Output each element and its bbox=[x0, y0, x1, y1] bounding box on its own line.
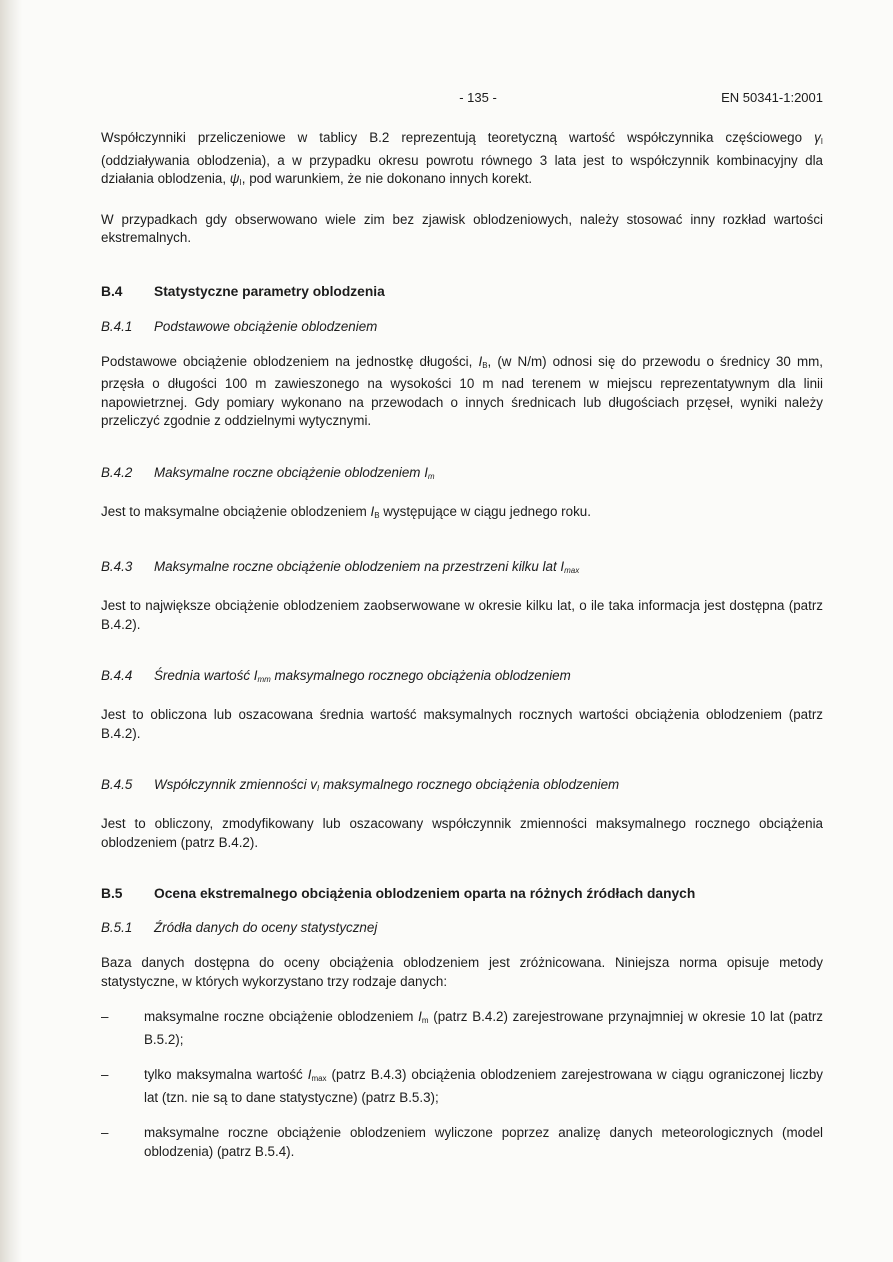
paragraph-b4-2: Jest to maksymalne obciążenie oblodzeniem $I_B$ występujące w ciągu jednego roku. bbox=[101, 503, 591, 520]
document-id: EN 50341-1:2001 bbox=[721, 90, 823, 105]
section-heading-b4: B.4 Statystyczne parametry oblodzenia bbox=[101, 283, 385, 299]
paragraph-b4-3: Jest to największe obciążenie oblodzeniem zaobserwowane w okresie kilku lat, o ile taka informacja jest dostępna (patrz B.4.2). bbox=[101, 598, 823, 632]
subsection-heading-b4-1: B.4.1 Podstawowe obciążenie oblodzeniem bbox=[101, 318, 378, 334]
subsection-heading-b4-2: B.4.2 Maksymalne roczne obciążenie oblodzeniem $I_m$ bbox=[101, 464, 435, 481]
list-dash: – bbox=[101, 1067, 109, 1082]
section-heading-b5: B.5 Ocena ekstremalnego obciążenia oblodzeniem oparta na różnych źródłach danych bbox=[101, 886, 696, 901]
list-item: – maksymalne roczne obciążenie oblodzeniem $I_m$ (patrz B.4.2) zarejestrowane przynajmniej w okresie 10 lat (patrz B.5.2); bbox=[101, 1008, 823, 1049]
paragraph-b4-5: Jest to obliczony, zmodyfikowany lub oszacowany współczynnik zmienności maksymalnego rocznego obciążenia oblodzeniem (patrz B.4.2). bbox=[101, 816, 823, 850]
subsection-heading-b4-5: B.4.5 Współczynnik zmienności $v_I$ maksymalnego rocznego obciążenia oblodzeniem bbox=[101, 777, 620, 793]
subsection-heading-b4-4: B.4.4 Średnia wartość $I_{mm}$ maksymalnego rocznego obciążenia oblodzeniem bbox=[101, 668, 571, 684]
list-dash: – bbox=[101, 1009, 109, 1024]
intro-paragraph-1: Współczynniki przeliczeniowe w tablicy B.2 reprezentują teoretyczną wartość współczynnika częściowego $\gamma_I$ (oddziaływania oblodzenia), a w przypadku okresu powrotu równego 3 lata jest to współczynnik kombinacyjny dla działania oblodzenia, $\psi_I$, pod warunkiem, że nie dokonano innych korekt. bbox=[101, 130, 823, 187]
subsection-heading-b5-1: B.5.1 Źródła danych do oceny statystycznej bbox=[101, 920, 378, 935]
subsection-heading-b4-3: B.4.3 Maksymalne roczne obciążenie oblodzeniem na przestrzeni kilku lat $I_{max}$ bbox=[101, 559, 580, 575]
intro-paragraph-2: W przypadkach gdy obserwowano wiele zim bez zjawisk oblodzeniowych, należy stosować inny rozkład wartości ekstremalnych. bbox=[101, 211, 823, 245]
list-item: – tylko maksymalna wartość $I_{max}$ (patrz B.4.3) obciążenia oblodzeniem zarejestrowana w ciągu ograniczonej liczby lat (tzn. nie są to dane statystyczne) (patrz B.5.3); bbox=[101, 1066, 823, 1107]
list-item: – maksymalne roczne obciążenie oblodzeniem wyliczone poprzez analizę danych meteorologicznych (model oblodzenia) (patrz B.5.4). bbox=[101, 1124, 823, 1161]
page-number: - 135 - bbox=[459, 90, 497, 105]
document-body bbox=[101, 129, 823, 1161]
paragraph-b4-1: Podstawowe obciążenie oblodzeniem na jednostkę długości, $I_B$, (w N/m) odnosi się do przewodu o średnicy 30 mm, przęsła o długości 100 m zawieszonego na wysokości 10 m nad terenem w miejscu reprezentatywnym dla linii napowietrznej. Gdy pomiary wykonano na przewodach o innych średnicach lub długościach przęseł, wyniki należy przeliczyć zgodnie z oddzielnymi wytycznymi. bbox=[101, 353, 823, 428]
list-dash: – bbox=[101, 1125, 109, 1140]
gamma-symbol: γ bbox=[814, 130, 821, 145]
paragraph-b5-1: Baza danych dostępna do oceny obciążenia oblodzeniem jest zróżnicowana. Niniejsza norma opisuje metody statystyczne, w których wykorzystano trzy rodzaje danych: bbox=[101, 955, 823, 989]
paragraph-b4-4: Jest to obliczona lub oszacowana średnia wartość maksymalnych rocznych wartości obciążenia oblodzeniem (patrz B.4.2). bbox=[101, 707, 823, 741]
scan-edge-shading bbox=[0, 0, 22, 1262]
psi-symbol: ψ bbox=[229, 171, 240, 186]
